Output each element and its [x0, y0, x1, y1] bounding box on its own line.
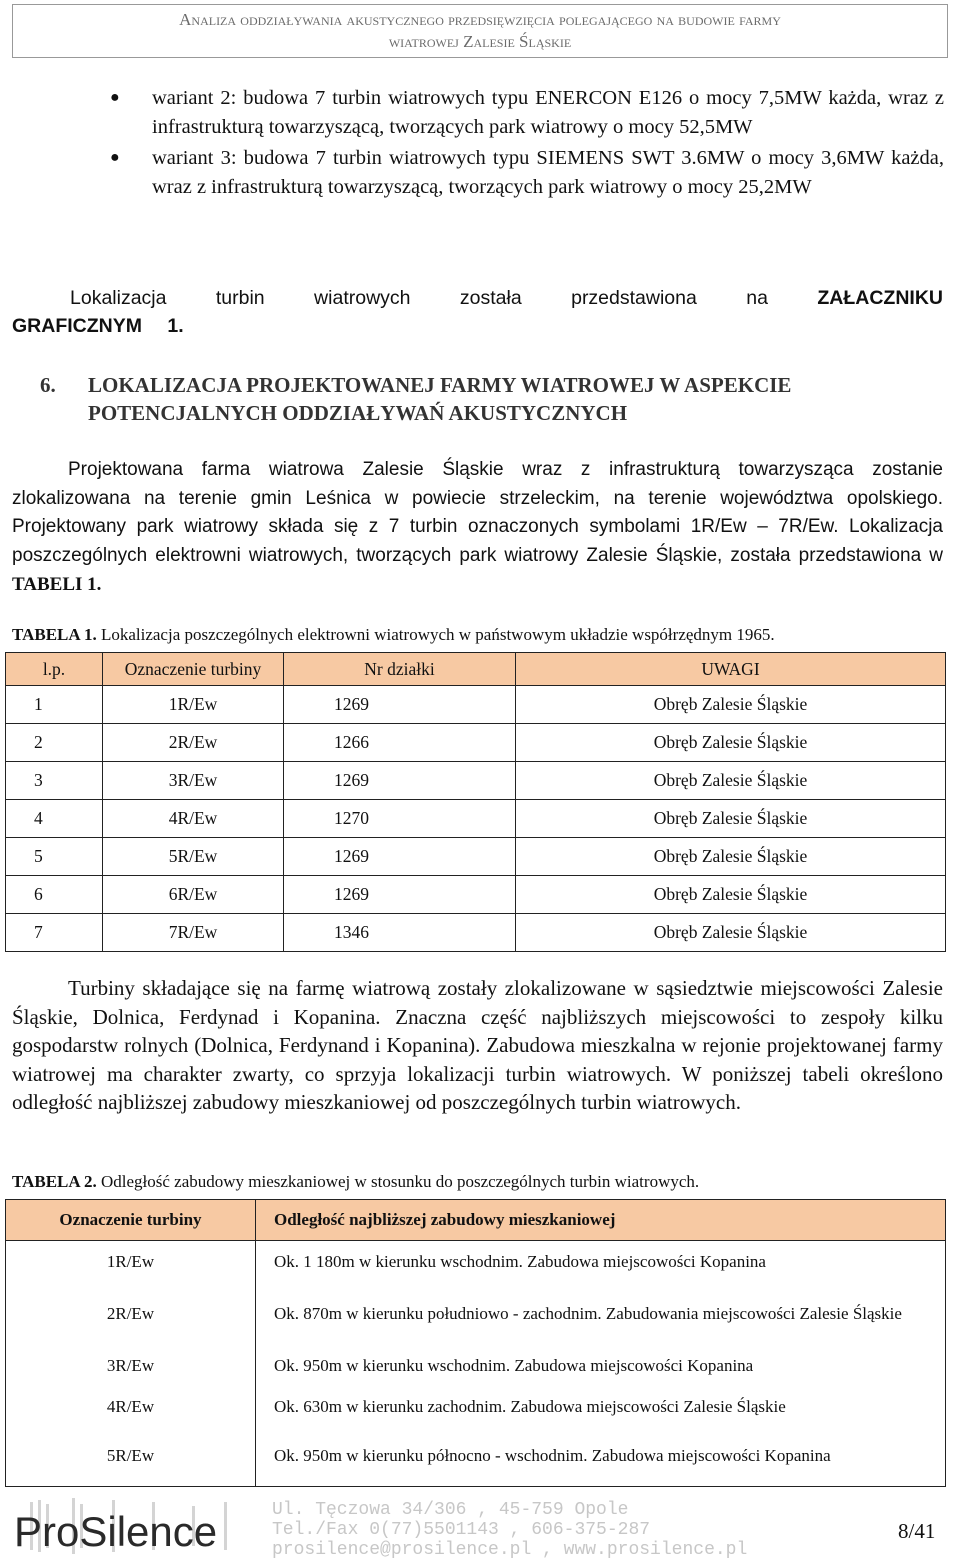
variant-list: [110, 84, 944, 204]
table-cell: 3R/Ew: [103, 762, 284, 800]
table2-caption-label: TABELA 2.: [12, 1172, 97, 1191]
table-cell: 1269: [284, 876, 516, 914]
intro-text: Projektowana farma wiatrowa Zalesie Śląskie wraz z infrastrukturą towarzysząca zostanie zlokalizowana na terenie gmin Leśnica w powiecie strzeleckim, na terenie województwa opolskiego. Projektowany park wiatrowy składa się z 7 turbin oznaczonych symbolami 1R/Ew – 7R/Ew. Lokalizacja poszczególnych elektrowni wiatrowych, tworzących park wiatrowy Zalesie Śląskie, została przedstawiona w: [12, 459, 943, 567]
email-text: prosilence@prosilence.pl , www.prosilence.pl: [272, 1540, 748, 1560]
table-cell: 7R/Ew: [103, 914, 284, 952]
table-cell: 4R/Ew: [6, 1387, 256, 1427]
table-cell: Obręb Zalesie Śląskie: [516, 686, 946, 724]
bullet-icon: ●: [110, 149, 120, 166]
table-cell: Obręb Zalesie Śląskie: [516, 800, 946, 838]
table-cell: 1269: [284, 762, 516, 800]
table-header-row: [6, 653, 946, 686]
location-paragraph: [12, 284, 943, 340]
phone-text: Tel./Fax 0(77)5501143 , 606-375-287: [272, 1520, 651, 1540]
table-cell: 1269: [284, 838, 516, 876]
table-cell: 1266: [284, 724, 516, 762]
attachment-reference: ZAŁACZNIKU GRAFICZNYM 1.: [12, 287, 943, 337]
list-item-text: wariant 3: budowa 7 turbin wiatrowych typu SIEMENS SWT 3.6MW o mocy 3,6MW każda, wraz z infrastrukturą towarzyszącą, tworzących park wiatrowy o mocy 25,2MW: [152, 147, 944, 198]
table1-caption-text: Lokalizacja poszczególnych elektrowni wiatrowych w państwowym układzie współrzędnym 1965.: [100, 625, 775, 644]
table-row: [6, 800, 946, 838]
table-cell: Obręb Zalesie Śląskie: [516, 762, 946, 800]
page-number: 8/41: [898, 1519, 936, 1543]
location-text: Lokalizacja turbin wiatrowych została przedstawiona na: [70, 287, 768, 309]
intro-paragraph: [12, 456, 943, 600]
table-cell: 3R/Ew: [6, 1345, 256, 1387]
prosilence-logo: [12, 1498, 252, 1554]
section-title: LOKALIZACJA PROJEKTOWANEJ FARMY WIATROWEJ W ASPEKCIE POTENCJALNYCH ODDZIAŁYWAŃ AKUSTYCZNYCH: [88, 373, 792, 425]
logo-text: ProSilence: [14, 1508, 218, 1554]
turbine-location-table: [5, 652, 946, 952]
table-cell: Obręb Zalesie Śląskie: [516, 914, 946, 952]
section-heading: [40, 371, 945, 427]
table-reference: TABELI 1.: [12, 573, 102, 595]
table-cell: 1270: [284, 800, 516, 838]
table-cell: 4R/Ew: [103, 800, 284, 838]
table-row: [6, 1283, 946, 1345]
table-cell: 2R/Ew: [6, 1283, 256, 1345]
table-cell: Obręb Zalesie Śląskie: [516, 876, 946, 914]
table-cell: 5R/Ew: [103, 838, 284, 876]
column-header: Nr działki: [284, 653, 516, 686]
table-cell: Ok. 950m w kierunku wschodnim. Zabudowa miejscowości Kopanina: [256, 1345, 946, 1387]
address-text: Ul. Tęczowa 34/306 , 45-759 Opole: [272, 1500, 629, 1520]
table-row: [6, 762, 946, 800]
table-cell: 3: [6, 762, 103, 800]
table-cell: Ok. 1 180m w kierunku wschodnim. Zabudowa miejscowości Kopanina: [256, 1241, 946, 1283]
table-cell: Obręb Zalesie Śląskie: [516, 724, 946, 762]
section-number: 6.: [40, 373, 56, 397]
table-cell: 1R/Ew: [103, 686, 284, 724]
column-header: Oznaczenie turbiny: [103, 653, 284, 686]
table-cell: Ok. 870m w kierunku południowo - zachodnim. Zabudowania miejscowości Zalesie Śląskie: [256, 1283, 946, 1345]
table-cell: 1346: [284, 914, 516, 952]
table-cell: 2R/Ew: [103, 724, 284, 762]
table-header-row: [6, 1200, 946, 1241]
table2-caption: [12, 1172, 699, 1192]
table-row: [6, 914, 946, 952]
table1-caption: [12, 625, 775, 645]
table-row: [6, 1241, 946, 1283]
table-cell: 6R/Ew: [103, 876, 284, 914]
column-header: Odległość najbliższej zabudowy mieszkaniowej: [256, 1200, 946, 1241]
table-cell: 2: [6, 724, 103, 762]
column-header: Oznaczenie turbiny: [6, 1200, 256, 1241]
table1-caption-label: TABELA 1.: [12, 625, 97, 644]
list-item: [110, 144, 944, 201]
table-cell: Obręb Zalesie Śląskie: [516, 838, 946, 876]
table-row: [6, 1345, 946, 1387]
table-cell: Ok. 950m w kierunku północno - wschodnim. Zabudowa miejscowości Kopanina: [256, 1427, 946, 1487]
contact-info: [272, 1500, 747, 1560]
list-item-text: wariant 2: budowa 7 turbin wiatrowych typu ENERCON E126 o mocy 7,5MW każda, wraz z infrastrukturą towarzyszącą, tworzących park wiatrowy o mocy 52,5MW: [152, 87, 944, 138]
bullet-icon: ●: [110, 89, 120, 106]
table-row: [6, 724, 946, 762]
distance-table: [5, 1199, 946, 1487]
table-row: [6, 1387, 946, 1427]
page-header: [12, 4, 948, 58]
table-cell: 1: [6, 686, 103, 724]
table-row: [6, 838, 946, 876]
table2-caption-text: Odległość zabudowy mieszkaniowej w stosunku do poszczególnych turbin wiatrowych.: [100, 1172, 700, 1191]
column-header: UWAGI: [516, 653, 946, 686]
table-cell: 7: [6, 914, 103, 952]
turbines-paragraph: Turbiny składające się na farmę wiatrową zostały zlokalizowane w sąsiedztwie miejscowości Zalesie Śląskie, Dolnica, Ferdynad i Kopanina. Znaczna część najbliższych miejscowości to zespoły kilku gospodarstw rolnych (Dolnica, Ferdynand i Kopanina). Zabudowa mieszkalna w rejonie projektowanej farmy wiatrowej ma charakter zwarty, co sprzyja lokalizacji turbin wiatrowych. W poniższej tabeli określono odległość najbliższej zabudowy mieszkaniowej od poszczególnych turbin wiatrowych.: [12, 976, 943, 1115]
header-line-2: wiatrowej Zalesie Śląskie: [388, 32, 572, 51]
table-cell: 1269: [284, 686, 516, 724]
header-line-1: Analiza oddziaływania akustycznego przedsięwzięcia polegającego na budowie farmy: [179, 10, 781, 29]
table-row: [6, 1427, 946, 1487]
list-item: [110, 84, 944, 141]
table-cell: 5R/Ew: [6, 1427, 256, 1487]
table-cell: 5: [6, 838, 103, 876]
column-header: l.p.: [6, 653, 103, 686]
table-cell: Ok. 630m w kierunku zachodnim. Zabudowa miejscowości Zalesie Śląskie: [256, 1387, 946, 1427]
table-row: [6, 686, 946, 724]
table-cell: 1R/Ew: [6, 1241, 256, 1283]
table-row: [6, 876, 946, 914]
table-cell: 6: [6, 876, 103, 914]
table-cell: 4: [6, 800, 103, 838]
